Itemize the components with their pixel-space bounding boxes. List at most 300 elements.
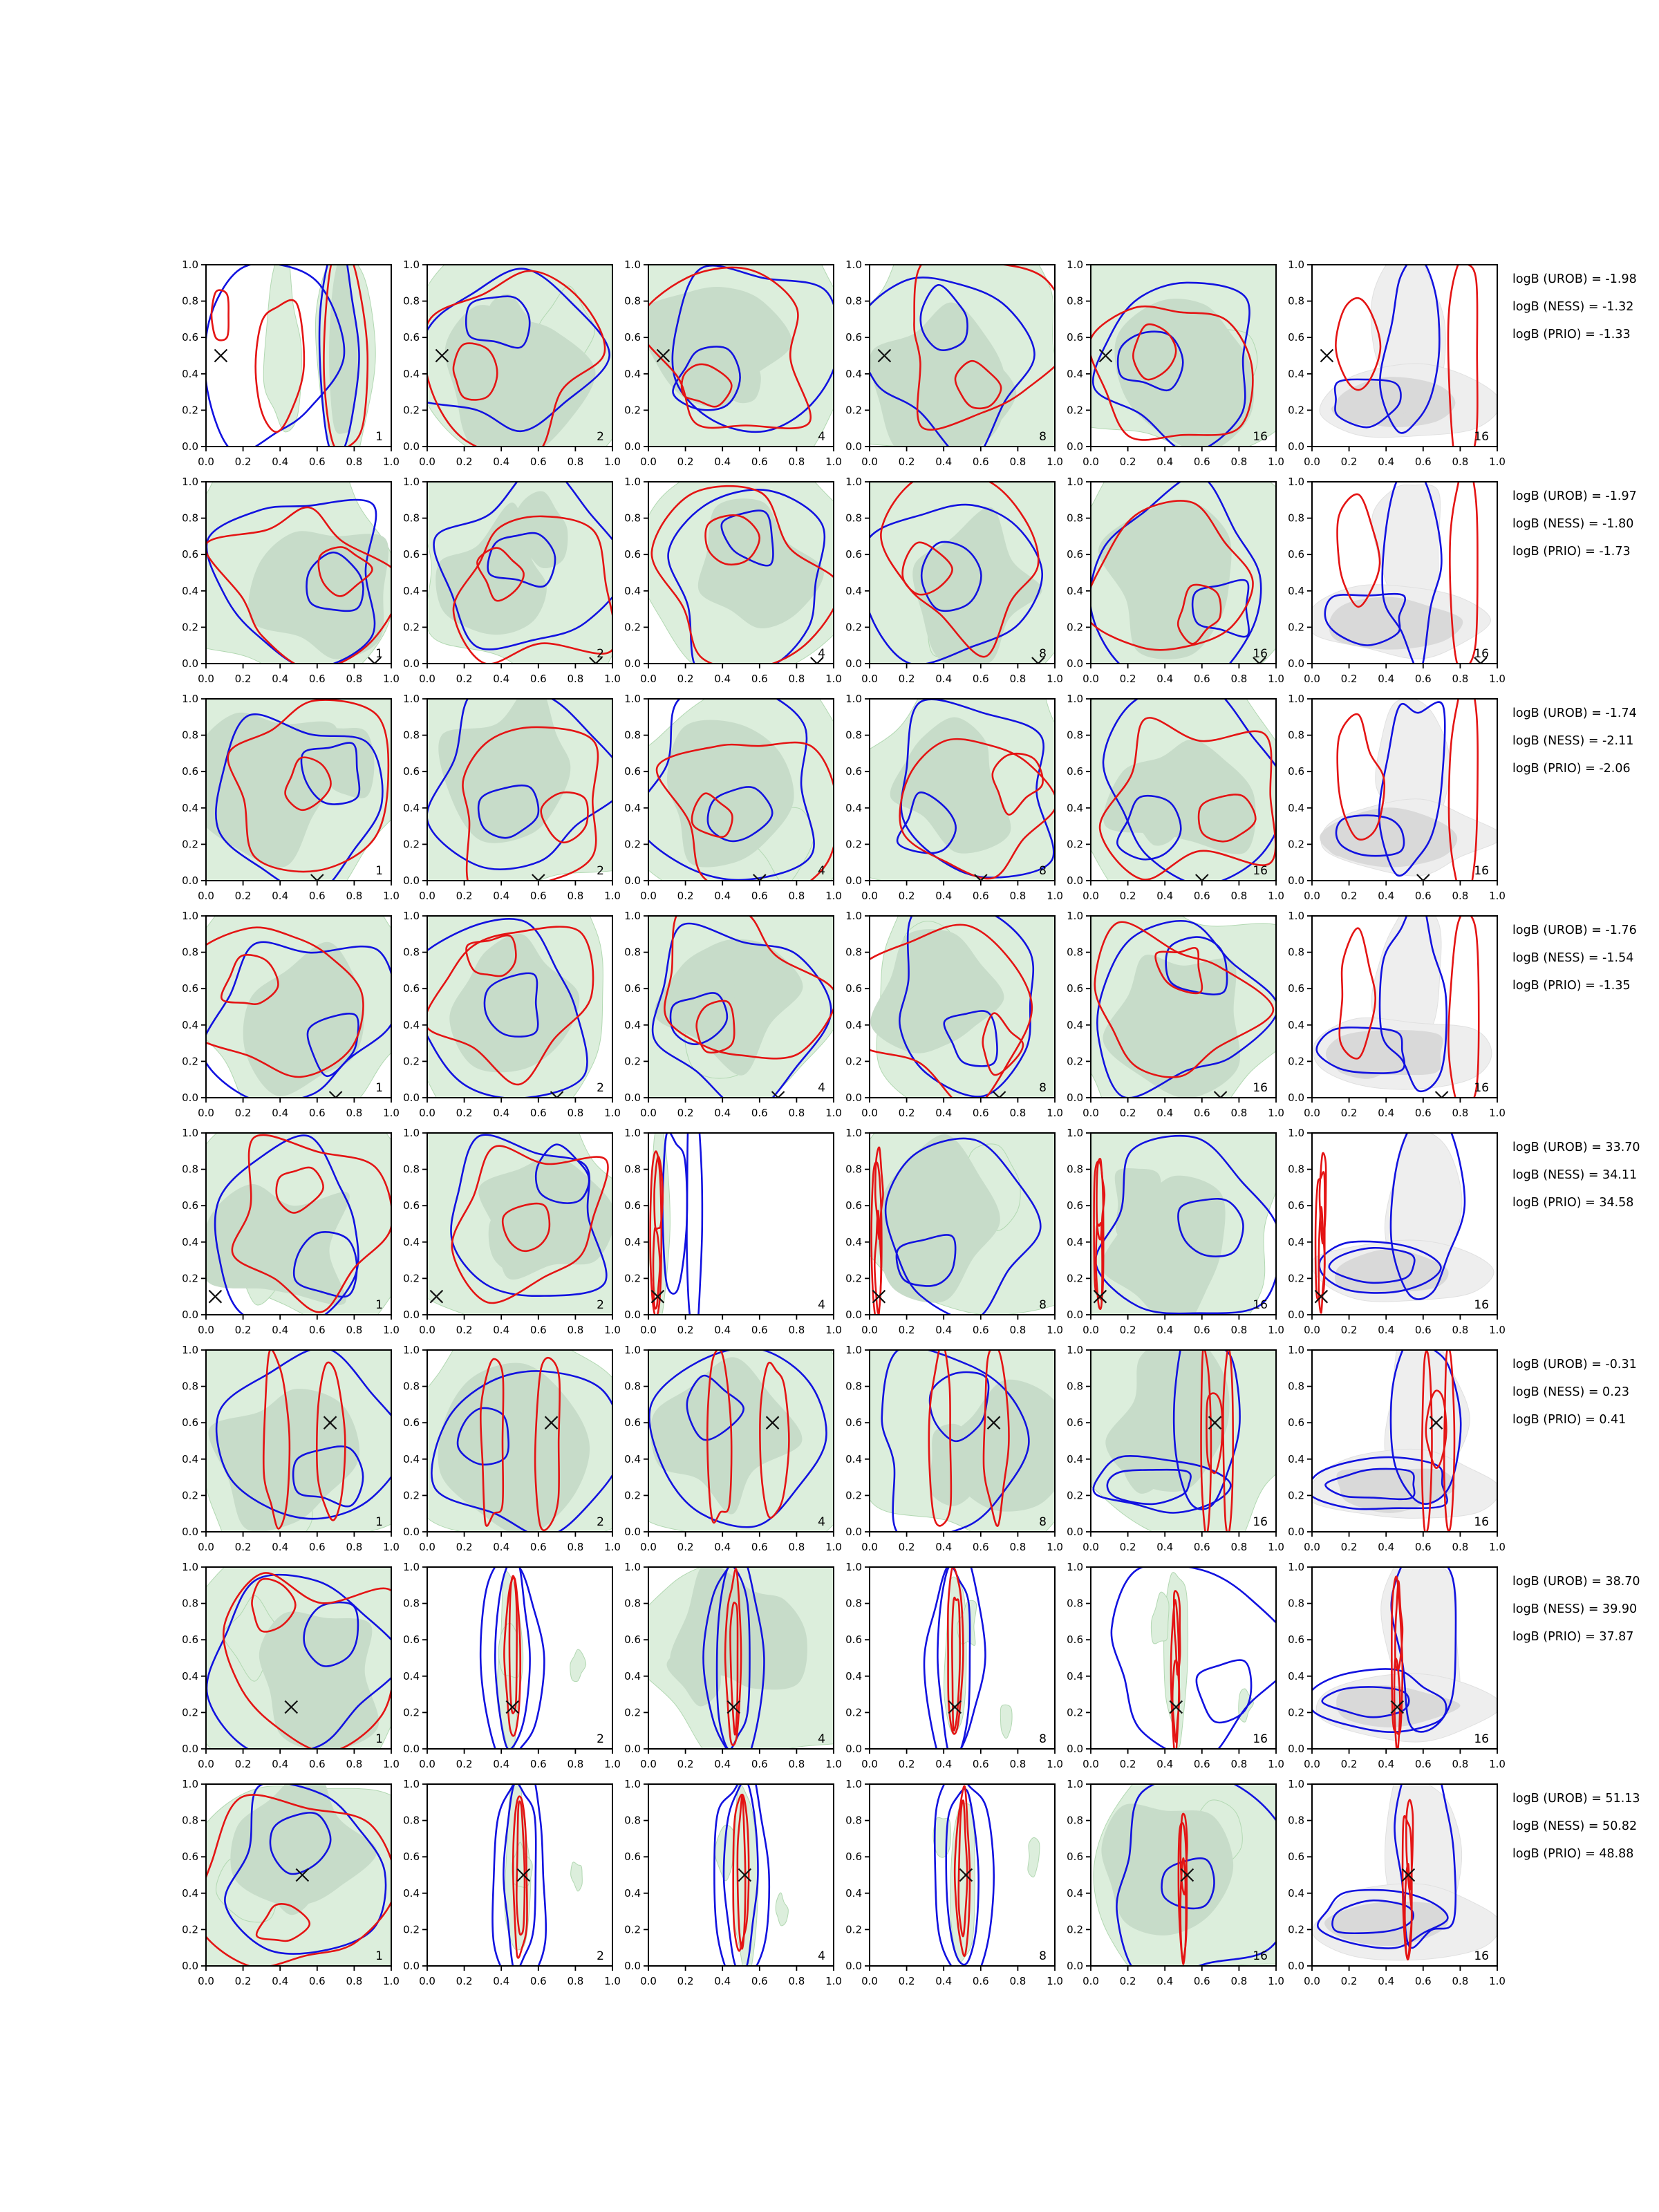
svg-text:0.0: 0.0 bbox=[1067, 1091, 1083, 1104]
svg-text:0.4: 0.4 bbox=[493, 1975, 510, 1987]
svg-text:0.8: 0.8 bbox=[1452, 890, 1469, 902]
svg-text:0.8: 0.8 bbox=[788, 1975, 805, 1987]
svg-text:1.0: 1.0 bbox=[383, 1975, 400, 1987]
panel-r5-c5 bbox=[1048, 1123, 1290, 1347]
svg-text:0.8: 0.8 bbox=[346, 456, 363, 468]
svg-text:0.0: 0.0 bbox=[861, 1975, 878, 1987]
panel-count-label: 4 bbox=[818, 1732, 825, 1746]
svg-text:0.8: 0.8 bbox=[1067, 294, 1083, 308]
svg-text:0.6: 0.6 bbox=[1193, 1758, 1210, 1770]
svg-text:0.4: 0.4 bbox=[714, 1541, 731, 1553]
panel-count-label: 16 bbox=[1474, 1515, 1489, 1529]
svg-text:1.0: 1.0 bbox=[845, 910, 862, 922]
svg-text:1.0: 1.0 bbox=[1489, 1107, 1506, 1119]
svg-text:1.0: 1.0 bbox=[182, 259, 198, 271]
svg-text:0.2: 0.2 bbox=[182, 838, 198, 851]
svg-text:0.8: 0.8 bbox=[1230, 1541, 1248, 1553]
panel-count-label: 16 bbox=[1253, 1298, 1268, 1312]
svg-text:0.8: 0.8 bbox=[1230, 1758, 1248, 1770]
svg-text:0.4: 0.4 bbox=[845, 1235, 862, 1248]
svg-text:0.0: 0.0 bbox=[1067, 1526, 1083, 1538]
svg-text:0.8: 0.8 bbox=[845, 512, 862, 525]
svg-text:0.8: 0.8 bbox=[1288, 1597, 1304, 1610]
svg-text:0.0: 0.0 bbox=[1288, 1091, 1304, 1104]
svg-text:0.8: 0.8 bbox=[624, 946, 641, 959]
svg-text:0.8: 0.8 bbox=[567, 1324, 584, 1336]
svg-text:0.8: 0.8 bbox=[1067, 946, 1083, 959]
svg-text:1.0: 1.0 bbox=[182, 476, 198, 488]
panel-count-label: 8 bbox=[1039, 1732, 1047, 1746]
svg-text:0.6: 0.6 bbox=[1414, 1975, 1432, 1987]
svg-text:0.2: 0.2 bbox=[624, 1706, 641, 1719]
svg-text:0.6: 0.6 bbox=[1288, 1850, 1304, 1864]
svg-text:1.0: 1.0 bbox=[1067, 910, 1083, 922]
svg-text:0.8: 0.8 bbox=[1067, 1814, 1083, 1827]
svg-text:0.6: 0.6 bbox=[1414, 1324, 1432, 1336]
svg-text:0.8: 0.8 bbox=[346, 1324, 363, 1336]
panel-svg-r2-c2 bbox=[384, 472, 626, 695]
svg-text:1.0: 1.0 bbox=[845, 476, 862, 488]
panel-count-label: 4 bbox=[818, 1298, 825, 1312]
svg-text:0.2: 0.2 bbox=[234, 1975, 252, 1987]
svg-text:0.4: 0.4 bbox=[714, 1758, 731, 1770]
panel-count-label: 2 bbox=[597, 1298, 604, 1312]
panel-r8-c6 bbox=[1269, 1774, 1511, 1998]
svg-text:0.4: 0.4 bbox=[272, 890, 289, 902]
svg-text:0.4: 0.4 bbox=[403, 367, 420, 380]
svg-text:0.0: 0.0 bbox=[1082, 1107, 1099, 1119]
svg-text:0.8: 0.8 bbox=[788, 1107, 805, 1119]
panel-count-label: 4 bbox=[818, 1081, 825, 1095]
panel-svg-r3-c3 bbox=[606, 689, 847, 912]
svg-text:0.2: 0.2 bbox=[1340, 1975, 1358, 1987]
svg-text:1.0: 1.0 bbox=[604, 890, 621, 902]
panel-svg-r8-c6 bbox=[1269, 1774, 1511, 1998]
svg-text:0.2: 0.2 bbox=[1067, 404, 1083, 417]
panel-svg-r5-c1 bbox=[163, 1123, 405, 1347]
panel-count-label: 16 bbox=[1253, 1081, 1268, 1095]
svg-text:0.0: 0.0 bbox=[403, 1091, 420, 1104]
svg-text:0.4: 0.4 bbox=[1288, 801, 1304, 814]
svg-text:0.4: 0.4 bbox=[1067, 584, 1083, 597]
svg-text:0.8: 0.8 bbox=[182, 729, 198, 742]
svg-text:1.0: 1.0 bbox=[182, 693, 198, 705]
svg-text:0.8: 0.8 bbox=[1009, 1758, 1027, 1770]
svg-text:0.4: 0.4 bbox=[845, 1452, 862, 1465]
svg-text:0.2: 0.2 bbox=[1119, 1107, 1136, 1119]
svg-text:0.8: 0.8 bbox=[346, 1541, 363, 1553]
svg-text:0.0: 0.0 bbox=[1082, 1541, 1099, 1553]
svg-text:0.0: 0.0 bbox=[198, 1975, 214, 1987]
svg-text:0.0: 0.0 bbox=[1288, 1526, 1304, 1538]
svg-text:0.8: 0.8 bbox=[403, 729, 420, 742]
panel-svg-r1-c1 bbox=[163, 255, 405, 478]
svg-text:0.0: 0.0 bbox=[1304, 673, 1320, 685]
panel-count-label: 1 bbox=[375, 1515, 383, 1529]
svg-text:0.4: 0.4 bbox=[403, 1886, 420, 1900]
svg-text:0.4: 0.4 bbox=[1288, 584, 1304, 597]
svg-text:0.0: 0.0 bbox=[1304, 890, 1320, 902]
svg-text:0.6: 0.6 bbox=[624, 1850, 641, 1864]
svg-text:1.0: 1.0 bbox=[825, 456, 842, 468]
svg-text:0.8: 0.8 bbox=[845, 1163, 862, 1176]
logb-annotation-r5-line3: logB (PRIO) = 34.58 bbox=[1512, 1196, 1634, 1210]
panel-r5-c6 bbox=[1269, 1123, 1511, 1347]
svg-text:1.0: 1.0 bbox=[1067, 259, 1083, 271]
svg-text:0.0: 0.0 bbox=[419, 890, 435, 902]
svg-text:0.0: 0.0 bbox=[624, 874, 641, 887]
svg-text:1.0: 1.0 bbox=[624, 476, 641, 488]
svg-text:0.0: 0.0 bbox=[1288, 1309, 1304, 1321]
svg-text:1.0: 1.0 bbox=[1268, 1324, 1284, 1336]
svg-text:1.0: 1.0 bbox=[182, 1344, 198, 1356]
panel-r5-c2 bbox=[384, 1123, 626, 1347]
svg-text:0.8: 0.8 bbox=[624, 1163, 641, 1176]
svg-text:0.2: 0.2 bbox=[624, 621, 641, 634]
svg-text:1.0: 1.0 bbox=[403, 1127, 420, 1139]
svg-text:0.2: 0.2 bbox=[1119, 1975, 1136, 1987]
panel-svg-r1-c2 bbox=[384, 255, 626, 478]
svg-text:0.8: 0.8 bbox=[1452, 1324, 1469, 1336]
svg-text:1.0: 1.0 bbox=[1047, 1975, 1063, 1987]
panel-svg-r5-c3 bbox=[606, 1123, 847, 1347]
panel-svg-r3-c2 bbox=[384, 689, 626, 912]
svg-text:0.6: 0.6 bbox=[308, 1541, 326, 1553]
logb-annotation-r7-line3: logB (PRIO) = 37.87 bbox=[1512, 1630, 1634, 1644]
svg-text:0.8: 0.8 bbox=[1067, 1597, 1083, 1610]
svg-text:0.8: 0.8 bbox=[567, 1107, 584, 1119]
svg-text:0.4: 0.4 bbox=[1378, 673, 1395, 685]
panel-svg-r8-c1 bbox=[163, 1774, 405, 1998]
svg-text:0.0: 0.0 bbox=[1067, 1960, 1083, 1972]
svg-text:0.6: 0.6 bbox=[1288, 765, 1304, 778]
svg-text:0.6: 0.6 bbox=[403, 1416, 420, 1430]
panel-r5-c3 bbox=[606, 1123, 847, 1347]
svg-text:0.4: 0.4 bbox=[493, 890, 510, 902]
svg-text:0.6: 0.6 bbox=[308, 1324, 326, 1336]
svg-text:1.0: 1.0 bbox=[604, 673, 621, 685]
svg-text:0.6: 0.6 bbox=[624, 331, 641, 344]
svg-text:0.4: 0.4 bbox=[493, 1324, 510, 1336]
svg-text:0.8: 0.8 bbox=[182, 1163, 198, 1176]
svg-text:1.0: 1.0 bbox=[604, 1107, 621, 1119]
svg-text:0.2: 0.2 bbox=[1067, 1706, 1083, 1719]
panel-svg-r1-c3 bbox=[606, 255, 847, 478]
svg-text:0.4: 0.4 bbox=[272, 1975, 289, 1987]
svg-text:1.0: 1.0 bbox=[624, 1127, 641, 1139]
svg-text:0.0: 0.0 bbox=[182, 1526, 198, 1538]
svg-text:0.6: 0.6 bbox=[529, 1107, 547, 1119]
svg-text:0.0: 0.0 bbox=[198, 1541, 214, 1553]
svg-text:0.6: 0.6 bbox=[972, 1541, 989, 1553]
svg-text:1.0: 1.0 bbox=[1288, 1344, 1304, 1356]
svg-text:1.0: 1.0 bbox=[1047, 1541, 1063, 1553]
svg-text:0.6: 0.6 bbox=[751, 1324, 768, 1336]
svg-text:0.0: 0.0 bbox=[845, 1743, 862, 1755]
svg-text:0.2: 0.2 bbox=[456, 890, 473, 902]
svg-text:0.6: 0.6 bbox=[1193, 1541, 1210, 1553]
svg-text:0.8: 0.8 bbox=[845, 1814, 862, 1827]
panel-count-label: 16 bbox=[1474, 1081, 1489, 1095]
svg-text:0.6: 0.6 bbox=[845, 982, 862, 995]
svg-text:0.0: 0.0 bbox=[198, 1107, 214, 1119]
svg-text:0.2: 0.2 bbox=[234, 673, 252, 685]
panel-svg-r2-c4 bbox=[827, 472, 1069, 695]
svg-text:0.4: 0.4 bbox=[1156, 1324, 1174, 1336]
svg-text:0.8: 0.8 bbox=[624, 1814, 641, 1827]
svg-text:0.8: 0.8 bbox=[788, 890, 805, 902]
panel-count-label: 16 bbox=[1474, 430, 1489, 444]
svg-text:0.2: 0.2 bbox=[1288, 838, 1304, 851]
svg-text:0.8: 0.8 bbox=[1230, 673, 1248, 685]
svg-text:0.8: 0.8 bbox=[1067, 729, 1083, 742]
svg-text:0.8: 0.8 bbox=[624, 512, 641, 525]
svg-text:0.0: 0.0 bbox=[419, 1758, 435, 1770]
svg-text:1.0: 1.0 bbox=[1489, 1758, 1506, 1770]
svg-text:0.4: 0.4 bbox=[714, 456, 731, 468]
svg-text:0.2: 0.2 bbox=[182, 1272, 198, 1285]
svg-text:0.0: 0.0 bbox=[861, 890, 878, 902]
logb-annotation-r3-line2: logB (NESS) = -2.11 bbox=[1512, 734, 1634, 748]
svg-text:0.4: 0.4 bbox=[403, 584, 420, 597]
panel-r6-c6 bbox=[1269, 1340, 1511, 1564]
svg-text:0.2: 0.2 bbox=[898, 1758, 915, 1770]
svg-text:1.0: 1.0 bbox=[1047, 456, 1063, 468]
svg-text:0.2: 0.2 bbox=[845, 838, 862, 851]
svg-text:0.4: 0.4 bbox=[272, 673, 289, 685]
svg-text:0.8: 0.8 bbox=[1009, 1107, 1027, 1119]
svg-text:0.2: 0.2 bbox=[234, 1541, 252, 1553]
svg-text:0.0: 0.0 bbox=[403, 874, 420, 887]
panel-count-label: 8 bbox=[1039, 430, 1047, 444]
svg-text:0.6: 0.6 bbox=[624, 1199, 641, 1212]
logb-annotation-r6-line1: logB (UROB) = -0.31 bbox=[1512, 1358, 1637, 1371]
svg-text:1.0: 1.0 bbox=[383, 890, 400, 902]
svg-text:0.8: 0.8 bbox=[845, 1380, 862, 1393]
svg-text:0.6: 0.6 bbox=[624, 1633, 641, 1647]
svg-text:1.0: 1.0 bbox=[403, 259, 420, 271]
panel-r7-c5 bbox=[1048, 1557, 1290, 1781]
svg-text:0.2: 0.2 bbox=[234, 456, 252, 468]
svg-text:0.4: 0.4 bbox=[272, 1758, 289, 1770]
panel-count-label: 16 bbox=[1474, 864, 1489, 878]
svg-text:0.6: 0.6 bbox=[751, 1758, 768, 1770]
logb-annotation-r1-line2: logB (NESS) = -1.32 bbox=[1512, 300, 1634, 314]
svg-text:0.4: 0.4 bbox=[935, 1541, 953, 1553]
panel-count-label: 16 bbox=[1253, 1949, 1268, 1963]
svg-text:0.0: 0.0 bbox=[1082, 673, 1099, 685]
svg-text:1.0: 1.0 bbox=[182, 1561, 198, 1573]
svg-text:0.4: 0.4 bbox=[403, 801, 420, 814]
svg-text:0.6: 0.6 bbox=[529, 1324, 547, 1336]
svg-text:0.4: 0.4 bbox=[1378, 456, 1395, 468]
svg-text:0.2: 0.2 bbox=[1119, 1324, 1136, 1336]
svg-text:0.2: 0.2 bbox=[1067, 621, 1083, 634]
svg-text:0.8: 0.8 bbox=[1067, 512, 1083, 525]
panel-r3-c3 bbox=[606, 689, 847, 912]
panel-svg-r6-c2 bbox=[384, 1340, 626, 1564]
svg-text:0.8: 0.8 bbox=[1230, 456, 1248, 468]
svg-text:0.2: 0.2 bbox=[677, 1324, 694, 1336]
svg-text:0.6: 0.6 bbox=[751, 673, 768, 685]
svg-text:0.8: 0.8 bbox=[788, 1541, 805, 1553]
panel-r4-c5 bbox=[1048, 906, 1290, 1130]
svg-text:0.0: 0.0 bbox=[182, 1309, 198, 1321]
panel-r6-c3 bbox=[606, 1340, 847, 1564]
svg-text:0.0: 0.0 bbox=[624, 1743, 641, 1755]
svg-text:0.0: 0.0 bbox=[861, 1107, 878, 1119]
svg-text:0.0: 0.0 bbox=[403, 1309, 420, 1321]
panel-count-label: 8 bbox=[1039, 1298, 1047, 1312]
svg-text:0.4: 0.4 bbox=[272, 1324, 289, 1336]
svg-text:0.8: 0.8 bbox=[403, 294, 420, 308]
panel-count-label: 8 bbox=[1039, 1515, 1047, 1529]
svg-text:0.0: 0.0 bbox=[1304, 1107, 1320, 1119]
svg-text:0.6: 0.6 bbox=[972, 1758, 989, 1770]
svg-text:0.0: 0.0 bbox=[640, 1324, 657, 1336]
svg-text:0.8: 0.8 bbox=[1230, 1975, 1248, 1987]
svg-text:0.6: 0.6 bbox=[751, 1107, 768, 1119]
svg-text:0.8: 0.8 bbox=[403, 1163, 420, 1176]
panel-svg-r1-c5 bbox=[1048, 255, 1290, 478]
panel-svg-r3-c5 bbox=[1048, 689, 1290, 912]
svg-text:0.0: 0.0 bbox=[403, 440, 420, 453]
logb-annotation-r5-line1: logB (UROB) = 33.70 bbox=[1512, 1141, 1640, 1154]
svg-text:0.6: 0.6 bbox=[972, 1324, 989, 1336]
panel-svg-r5-c6 bbox=[1269, 1123, 1511, 1347]
svg-text:0.4: 0.4 bbox=[182, 1452, 198, 1465]
svg-text:0.8: 0.8 bbox=[403, 946, 420, 959]
panel-r1-c3 bbox=[606, 255, 847, 478]
svg-text:0.4: 0.4 bbox=[1378, 1541, 1395, 1553]
svg-text:1.0: 1.0 bbox=[825, 673, 842, 685]
svg-text:0.0: 0.0 bbox=[861, 456, 878, 468]
svg-text:0.4: 0.4 bbox=[493, 456, 510, 468]
logb-annotation-r8-line2: logB (NESS) = 50.82 bbox=[1512, 1819, 1638, 1833]
svg-text:0.8: 0.8 bbox=[1067, 1380, 1083, 1393]
svg-text:0.8: 0.8 bbox=[567, 456, 584, 468]
svg-text:0.4: 0.4 bbox=[624, 801, 641, 814]
svg-text:0.4: 0.4 bbox=[1067, 367, 1083, 380]
svg-text:0.8: 0.8 bbox=[403, 1380, 420, 1393]
svg-text:0.2: 0.2 bbox=[234, 1107, 252, 1119]
panel-count-label: 4 bbox=[818, 647, 825, 661]
svg-text:0.2: 0.2 bbox=[182, 1055, 198, 1068]
svg-text:0.6: 0.6 bbox=[1193, 673, 1210, 685]
svg-text:1.0: 1.0 bbox=[403, 1561, 420, 1573]
panel-r3-c6 bbox=[1269, 689, 1511, 912]
svg-text:1.0: 1.0 bbox=[1288, 1561, 1304, 1573]
svg-text:1.0: 1.0 bbox=[825, 1107, 842, 1119]
logb-annotation-r6-line2: logB (NESS) = 0.23 bbox=[1512, 1385, 1630, 1399]
panel-count-label: 16 bbox=[1253, 430, 1268, 444]
panel-count-label: 1 bbox=[375, 1949, 383, 1963]
svg-text:0.6: 0.6 bbox=[529, 1975, 547, 1987]
svg-text:0.6: 0.6 bbox=[1288, 982, 1304, 995]
svg-text:0.2: 0.2 bbox=[1119, 1758, 1136, 1770]
svg-text:0.0: 0.0 bbox=[1304, 1758, 1320, 1770]
svg-text:0.4: 0.4 bbox=[935, 1758, 953, 1770]
svg-text:0.8: 0.8 bbox=[1009, 673, 1027, 685]
logb-annotation-r8-line3: logB (PRIO) = 48.88 bbox=[1512, 1847, 1634, 1861]
svg-text:1.0: 1.0 bbox=[604, 1324, 621, 1336]
panel-r4-c1 bbox=[163, 906, 405, 1130]
svg-text:0.4: 0.4 bbox=[935, 673, 953, 685]
svg-text:0.0: 0.0 bbox=[182, 874, 198, 887]
svg-text:0.6: 0.6 bbox=[624, 982, 641, 995]
svg-text:0.2: 0.2 bbox=[1288, 404, 1304, 417]
svg-text:0.4: 0.4 bbox=[1067, 1886, 1083, 1900]
logb-annotation-r2-line1: logB (UROB) = -1.97 bbox=[1512, 489, 1637, 503]
svg-text:0.2: 0.2 bbox=[1340, 1107, 1358, 1119]
svg-text:0.8: 0.8 bbox=[845, 729, 862, 742]
svg-text:0.6: 0.6 bbox=[1067, 1416, 1083, 1430]
svg-text:0.0: 0.0 bbox=[182, 1960, 198, 1972]
svg-text:0.0: 0.0 bbox=[845, 874, 862, 887]
svg-text:0.4: 0.4 bbox=[182, 801, 198, 814]
svg-text:0.6: 0.6 bbox=[845, 765, 862, 778]
svg-text:0.8: 0.8 bbox=[567, 1975, 584, 1987]
panel-count-label: 1 bbox=[375, 430, 383, 444]
svg-text:1.0: 1.0 bbox=[825, 1975, 842, 1987]
svg-text:0.2: 0.2 bbox=[898, 673, 915, 685]
panel-count-label: 16 bbox=[1474, 1732, 1489, 1746]
panel-count-label: 1 bbox=[375, 647, 383, 661]
svg-text:0.6: 0.6 bbox=[1414, 890, 1432, 902]
svg-text:0.4: 0.4 bbox=[1156, 890, 1174, 902]
logb-annotation-r1-line1: logB (UROB) = -1.98 bbox=[1512, 272, 1637, 286]
svg-text:0.2: 0.2 bbox=[624, 1055, 641, 1068]
svg-text:1.0: 1.0 bbox=[1288, 1127, 1304, 1139]
panel-svg-r7-c5 bbox=[1048, 1557, 1290, 1781]
svg-text:0.8: 0.8 bbox=[845, 946, 862, 959]
panel-count-label: 16 bbox=[1474, 1298, 1489, 1312]
panel-count-label: 2 bbox=[597, 1732, 604, 1746]
svg-text:1.0: 1.0 bbox=[624, 259, 641, 271]
svg-text:0.2: 0.2 bbox=[1119, 673, 1136, 685]
svg-text:0.8: 0.8 bbox=[403, 1814, 420, 1827]
svg-text:0.4: 0.4 bbox=[845, 584, 862, 597]
svg-text:0.6: 0.6 bbox=[1067, 1633, 1083, 1647]
svg-text:0.6: 0.6 bbox=[403, 331, 420, 344]
svg-text:1.0: 1.0 bbox=[1268, 673, 1284, 685]
svg-text:0.8: 0.8 bbox=[1288, 1163, 1304, 1176]
svg-text:0.0: 0.0 bbox=[861, 1541, 878, 1553]
svg-text:0.0: 0.0 bbox=[1082, 890, 1099, 902]
svg-text:0.8: 0.8 bbox=[182, 946, 198, 959]
svg-text:0.2: 0.2 bbox=[624, 404, 641, 417]
svg-text:0.0: 0.0 bbox=[198, 673, 214, 685]
svg-text:0.6: 0.6 bbox=[972, 1107, 989, 1119]
logb-annotation-r3-line1: logB (UROB) = -1.74 bbox=[1512, 706, 1637, 720]
panel-count-label: 2 bbox=[597, 1081, 604, 1095]
svg-text:1.0: 1.0 bbox=[845, 1778, 862, 1790]
panel-count-label: 1 bbox=[375, 1081, 383, 1095]
panel-svg-r3-c1 bbox=[163, 689, 405, 912]
panel-count-label: 2 bbox=[597, 1949, 604, 1963]
panel-svg-r1-c4 bbox=[827, 255, 1069, 478]
panel-svg-r8-c5 bbox=[1048, 1774, 1290, 1998]
svg-text:1.0: 1.0 bbox=[1288, 910, 1304, 922]
svg-text:0.2: 0.2 bbox=[182, 404, 198, 417]
svg-text:1.0: 1.0 bbox=[1067, 1561, 1083, 1573]
svg-text:1.0: 1.0 bbox=[1067, 476, 1083, 488]
svg-text:0.2: 0.2 bbox=[1340, 673, 1358, 685]
svg-text:0.6: 0.6 bbox=[845, 331, 862, 344]
svg-text:0.2: 0.2 bbox=[845, 1489, 862, 1502]
svg-text:0.0: 0.0 bbox=[861, 1758, 878, 1770]
svg-text:0.6: 0.6 bbox=[308, 1758, 326, 1770]
